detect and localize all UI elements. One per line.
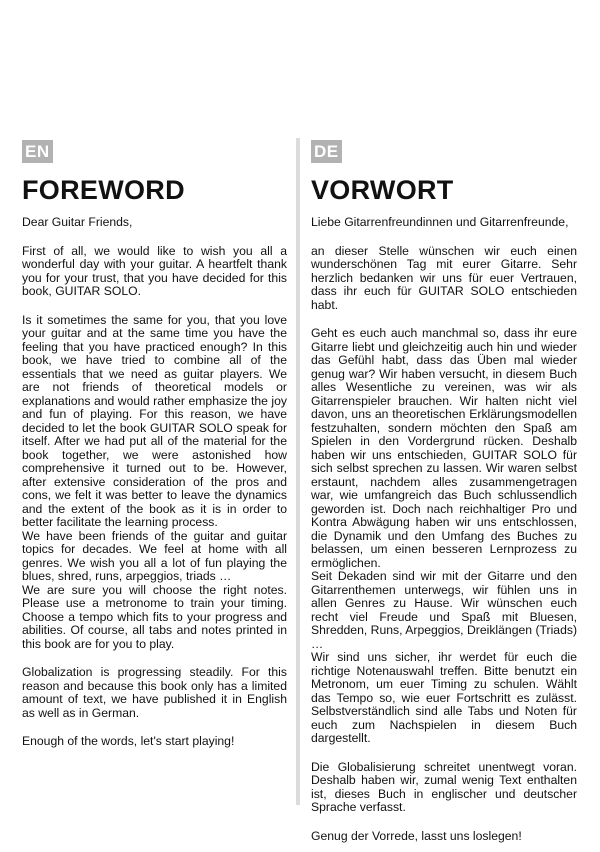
language-badge-en: EN bbox=[22, 140, 53, 163]
paragraph-de-2: Geht es euch auch manchmal so, dass ihr eure Gitarre liebt und gleichzeitig auch hin und wieder das Gefühl habt, dass das Üben mal wieder genug war? Wir haben versucht, in diesem Buch alles Wesentliche zu vereinen, was wir als Gitarrenspieler brauchen. Wir halten nicht viel davon, uns an theoretischen Erklärungsmodellen festzuhalten, sondern möchten den Spaß am Spielen in den Vordergrund rücken. Deshalb haben wir uns entschieden, GUITAR SOLO für sich selbst sprechen zu lassen. Wir waren selbst erstaunt, nachdem alles zusammengetragen war, wie umfangreich das Buch schlussendlich geworden ist. Doch nach reichhaltiger Pro und Kontra Abwägung haben wir uns entschlossen, die Dynamik und den Umfang des Buches zu belassen, um einen besseren Lernprozess zu ermöglichen. bbox=[311, 326, 577, 570]
salutation-de: Liebe Gitarrenfreundinnen und Gitarrenfreunde, bbox=[311, 215, 569, 229]
column-divider bbox=[296, 138, 300, 805]
paragraph-de-5: Die Globalisierung schreitet unentwegt voran. Deshalb haben wir, zumal wenig Text enthalten ist, dieses Buch in englischer und deutscher Sprache verfasst. bbox=[311, 759, 577, 814]
paragraph-de-4: Wir sind uns sicher, ihr werdet für euch die richtige Notenauswahl treffen. Bitte benutzt ein Metronom, um euer Timing zu schulen. Wählt das Tempo so, wie euer Fortschritt es zulässt. Selbstverständlich sind alle Tabs und Noten für euch zum Nachspielen in diesem Buch dargestellt. bbox=[311, 650, 577, 745]
foreword-heading: FOREWORD bbox=[22, 175, 185, 205]
vorwort-heading: VORWORT bbox=[311, 175, 454, 205]
paragraph-en-2: Is it sometimes the same for you, that you love your guitar and at the same time you have the feeling that you have practiced enough? In this book, we have tried to combine all of the essentials that we need as guitar players. We are not friends of theoretical models or explanations and would rather emphasize the joy and fun of playing. For this reason, we have decided to let the book GUITAR SOLO speak for itself. After we had put all of the material for the book together, we were astonished how comprehensive it turned out to be. However, after extensive consideration of the pros and cons, we felt it was better to leave the dynamics and the extent of the book as it is in order to better facilitate the learning process. bbox=[22, 312, 287, 529]
paragraph-de-1: an dieser Stelle wünschen wir euch einen wunderschönen Tag mit eurer Gitarre. Sehr herzlich bedanken wir uns für euer Vertrauen, dass ihr euch für GUITAR SOLO entschieden habt. bbox=[311, 243, 577, 312]
closing-line-en: Enough of the words, let's start playing! bbox=[22, 734, 235, 748]
paragraph-en-3: We have been friends of the guitar and guitar topics for decades. We feel at home with all genres. We wish you all a lot of fun playing the blues, shred, runs, arpeggios, triads … bbox=[22, 528, 287, 583]
column-german bbox=[311, 140, 577, 843]
paragraph-en-1: First of all, we would like to wish you all a wonderful day with your guitar. A heartfelt thank you for your trust, that you have decided for this book, GUITAR SOLO. bbox=[22, 243, 287, 298]
column-english bbox=[22, 140, 287, 749]
paragraph-en-5: Globalization is progressing steadily. For this reason and because this book only has a limited amount of text, we have published it in English as well as in German. bbox=[22, 665, 287, 720]
salutation-en: Dear Guitar Friends, bbox=[22, 215, 133, 229]
paragraph-en-4: We are sure you will choose the right notes. Please use a metronome to train your timing. Choose a tempo which fits to your progress and abilities. Of course, all tabs and notes printed in this book are for you to play. bbox=[22, 582, 287, 651]
paragraph-de-3: Seit Dekaden sind wir mit der Gitarre und den Gitarrenthemen unterwegs, wir fühlen uns in allen Genres zu Hause. Wir wünschen euch recht viel Freude und Spaß mit Bluesen, Shredden, Runs, Arpeggios, Dreiklängen (Triads) … bbox=[311, 569, 577, 651]
language-badge-de: DE bbox=[311, 140, 342, 163]
closing-line-de: Genug der Vorrede, lasst uns loslegen! bbox=[311, 828, 522, 843]
